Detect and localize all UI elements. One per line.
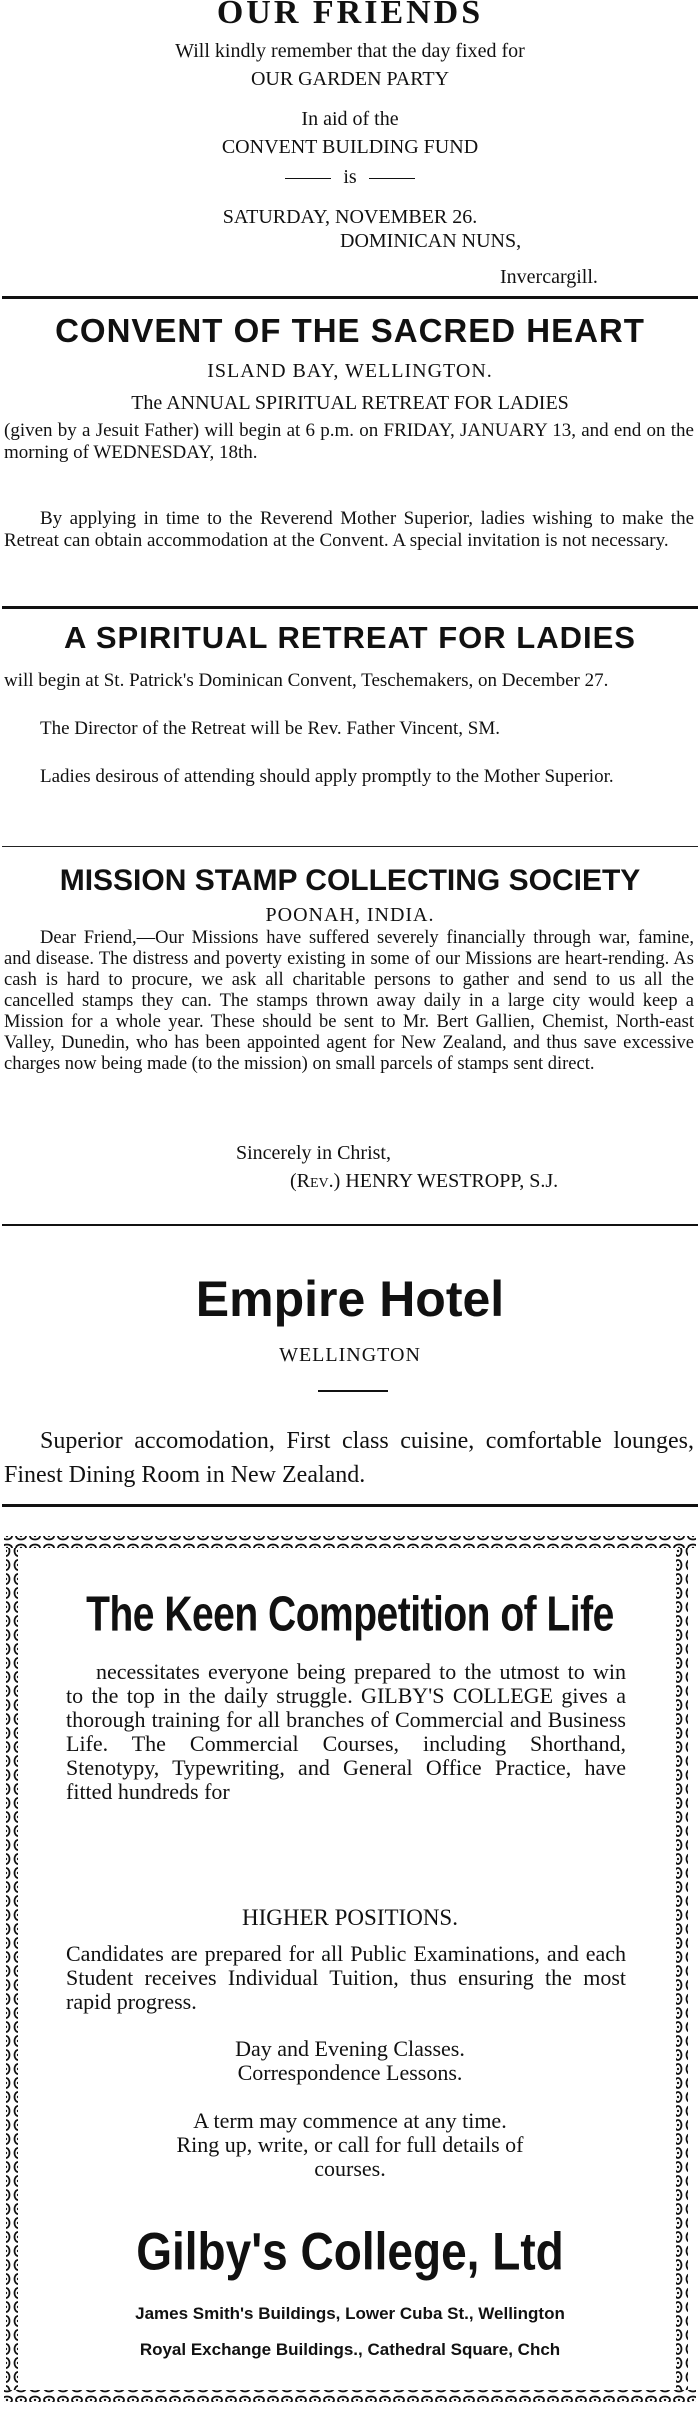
retreat-para1: will begin at St. Patrick's Dominican Convent, Teschemakers, on December 27.	[4, 670, 609, 691]
empire-hotel-title: Empire Hotel	[195, 1271, 505, 1327]
our-friends-title: OUR FRIENDS	[216, 0, 484, 31]
our-friends-line3: In aid of the	[301, 108, 399, 130]
empire-hotel-location: WELLINGTON	[279, 1344, 421, 1366]
our-friends-line1: Will kindly remember that the day fixed for	[175, 40, 525, 62]
stamp-society-subtitle: POONAH, INDIA.	[265, 904, 435, 926]
our-friends-line8: Invercargill.	[500, 266, 598, 288]
retreat-title: A SPIRITUAL RETREAT FOR LADIES	[64, 620, 636, 655]
our-friends-line4: CONVENT BUILDING FUND	[221, 136, 479, 158]
gilbys-address2: Royal Exchange Buildings., Cathedral Square, Chch	[139, 2340, 561, 2359]
our-friends-line5: is	[0, 166, 700, 189]
our-friends-line6: SATURDAY, NOVEMBER 26.	[222, 206, 478, 228]
gilbys-headline: The Keen Competition of Life	[86, 1588, 614, 1642]
stamp-society-title: MISSION STAMP COLLECTING SOCIETY	[59, 864, 641, 897]
sacred-heart-subtitle: ISLAND BAY, WELLINGTON.	[207, 360, 493, 382]
retreat-para3: Ladies desirous of attending should apply promptly to the Mother Superior.	[40, 766, 614, 787]
gilbys-classes1: Day and Evening Classes.	[235, 2036, 465, 2061]
gilbys-para1: necessitates everyone being prepared to the utmost to win to the top in the daily struggle. GILBY'S COLLEGE gives a thorough training for all branches of Commercial and Business Life. The Commercial Courses, including Shorthand, Stenotypy, Typewriting, and General Office Practice, have fitted hundreds for	[66, 1659, 626, 1804]
gilbys-address1: James Smith's Buildings, Lower Cuba St., Wellington	[135, 2304, 565, 2323]
our-friends-line2: OUR GARDEN PARTY	[250, 68, 450, 90]
gilbys-higher: HIGHER POSITIONS.	[242, 1905, 458, 1930]
stamp-society-body: Dear Friend,—Our Missions have suffered severely financially through war, famine, and disease. The distress and poverty existing in some of our Missions are heart-rending. As cash is hard to procure, we ask all charitable persons to gather and send to us all the cancelled stamps they can. The stamps thrown away daily in a large city would keep a Mission for a whole year. These should be sent to Mr. Bert Gallien, Chemist, North-east Valley, Dunedin, who has been appointed agent for New Zealand, and thus save excessive charges now being made (to the mission) on small parcels of stamps sent direct.	[4, 928, 694, 1074]
empire-hotel-body: Superior accomodation, First class cuisine, comfortable lounges, Finest Dining Room in New Zealand.	[4, 1428, 694, 1488]
sacred-heart-para1: (given by a Jesuit Father) will begin at 6 p.m. on FRIDAY, JANUARY 13, and end on the morning of WEDNESDAY, 18th.	[4, 420, 694, 463]
divider	[2, 1504, 698, 1507]
retreat-para2: The Director of the Retreat will be Rev. Father Vincent, SM.	[40, 718, 501, 739]
sacred-heart-line1: The ANNUAL SPIRITUAL RETREAT FOR LADIES	[131, 392, 569, 414]
gilbys-name: Gilby's College, Ltd	[136, 2221, 564, 2281]
divider	[2, 846, 698, 847]
empire-hotel-dash	[318, 1390, 388, 1392]
gilbys-para2: Candidates are prepared for all Public Examinations, and each Student receives Individual Tuition, thus ensuring the most rapid progress.	[66, 1941, 626, 2014]
divider	[2, 606, 698, 609]
stamp-society-signature: (Rev.) HENRY WESTROPP, S.J.	[290, 1170, 559, 1192]
gilbys-classes2: Correspondence Lessons.	[237, 2060, 463, 2085]
gilbys-term1: A term may commence at any time.	[193, 2108, 507, 2133]
sacred-heart-para2: By applying in time to the Reverend Mother Superior, ladies wishing to make the Retreat can obtain accommodation at the Convent. A special invitation is not necessary.	[4, 508, 694, 551]
sacred-heart-title: CONVENT OF THE SACRED HEART	[55, 312, 645, 349]
gilbys-term2: Ring up, write, or call for full details of	[176, 2132, 524, 2157]
divider	[2, 296, 698, 299]
stamp-society-closing: Sincerely in Christ,	[236, 1142, 391, 1164]
divider	[2, 1224, 698, 1226]
our-friends-line7: DOMINICAN NUNS,	[340, 230, 522, 252]
gilbys-term3: courses.	[314, 2156, 386, 2181]
